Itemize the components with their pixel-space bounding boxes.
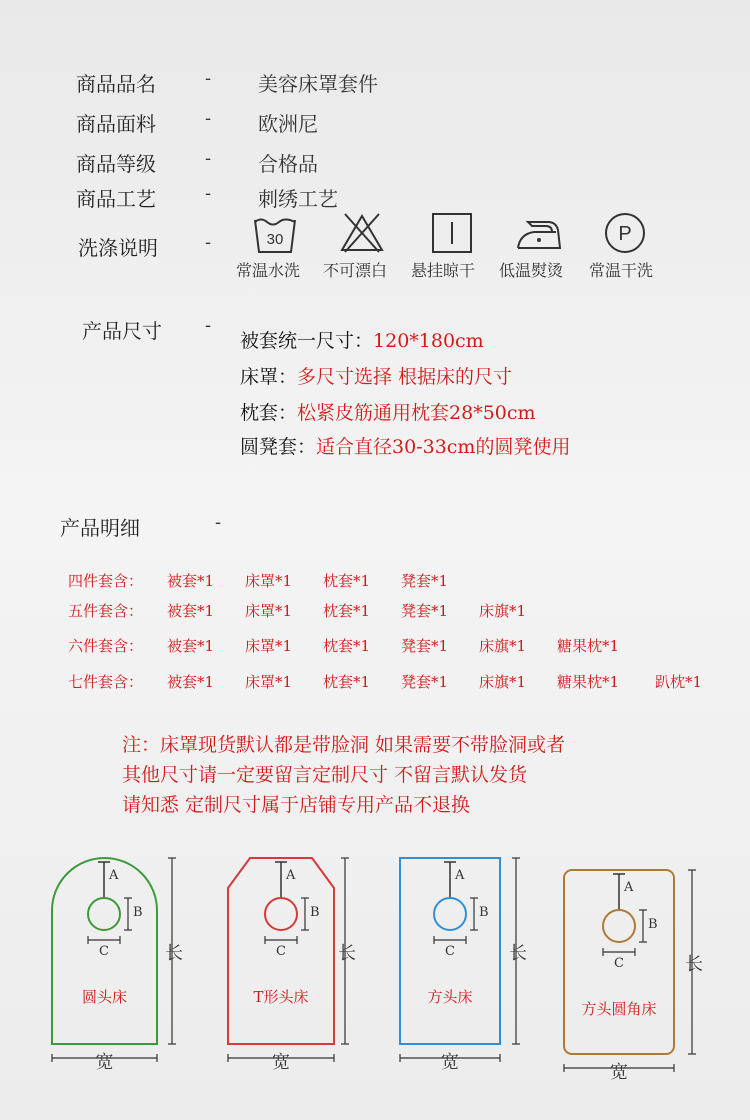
wash-label-4: 低温熨烫 — [499, 261, 564, 280]
detail-item: 枕套*1 — [323, 602, 371, 620]
wash-30-text: 30 — [266, 231, 284, 248]
spec-label: 商品工艺 — [76, 187, 156, 211]
details-dash: - — [215, 512, 222, 533]
length-label: 长 — [338, 943, 356, 964]
note-line: 注：床罩现货默认都是带脸洞 如果需要不带脸洞或者 — [122, 734, 566, 756]
spec-dash: - — [205, 148, 212, 169]
washing-dash: - — [205, 232, 212, 253]
detail-item: 床罩*1 — [245, 637, 293, 655]
detail-prefix: 五件套含： — [68, 602, 144, 620]
size-value: 120*180cm — [373, 330, 484, 352]
length-label: 长 — [165, 943, 183, 964]
size-value: 适合直径30-33cm的圆凳使用 — [316, 436, 571, 458]
spec-value: 美容床罩套件 — [258, 72, 378, 96]
wash-label-3: 悬挂晾干 — [411, 261, 476, 280]
dim-c-label: C — [99, 944, 109, 959]
detail-item: 床罩*1 — [245, 602, 293, 620]
washing-label: 洗涤说明 — [78, 236, 158, 260]
spec-label: 商品等级 — [76, 152, 156, 176]
detail-prefix: 六件套含： — [68, 637, 144, 655]
detail-item: 枕套*1 — [323, 572, 371, 590]
wash-label-1: 常温水洗 — [236, 261, 301, 280]
note-line: 其他尺寸请一定要留言定制尺寸 不留言默认发货 — [122, 764, 528, 786]
detail-item: 床旗*1 — [479, 673, 527, 691]
detail-prefix: 四件套含： — [68, 572, 144, 590]
width-label: 宽 — [95, 1052, 114, 1073]
size-key: 床罩： — [240, 366, 298, 388]
size-key: 圆凳套： — [240, 436, 317, 458]
size-key: 枕套： — [240, 402, 298, 424]
dim-c-label: C — [614, 956, 624, 971]
dim-b-label: B — [133, 905, 143, 920]
spec-dash: - — [205, 183, 212, 204]
size-key: 被套统一尺寸： — [240, 330, 374, 352]
spec-value: 刺绣工艺 — [258, 187, 338, 211]
bed-type-name: 方头床 — [427, 988, 473, 1006]
width-label: 宽 — [610, 1062, 628, 1083]
dim-b-label: B — [310, 905, 320, 920]
spec-label: 商品面料 — [76, 112, 156, 136]
detail-item: 床罩*1 — [245, 572, 293, 590]
sizes-label: 产品尺寸 — [82, 319, 162, 343]
length-label: 长 — [509, 943, 527, 964]
sizes-dash: - — [205, 315, 212, 336]
dim-b-label: B — [648, 917, 658, 932]
detail-item: 枕套*1 — [323, 637, 371, 655]
dim-c-label: C — [276, 944, 286, 959]
detail-item: 糖果枕*1 — [557, 673, 620, 691]
spec-dash: - — [205, 108, 212, 129]
wash-label-2: 不可漂白 — [323, 261, 388, 280]
spec-label: 商品品名 — [76, 72, 156, 96]
dim-a-label: A — [624, 880, 634, 895]
width-label: 宽 — [272, 1052, 290, 1073]
length-label: 长 — [685, 954, 703, 975]
size-value: 松紧皮筋通用枕套28*50cm — [297, 402, 536, 424]
detail-item: 凳套*1 — [401, 673, 449, 691]
detail-item: 凳套*1 — [401, 637, 449, 655]
dim-a-label: A — [455, 868, 465, 883]
detail-item: 被套*1 — [167, 637, 215, 655]
detail-item: 被套*1 — [167, 673, 215, 691]
bed-type-name: 圆头床 — [81, 988, 127, 1006]
detail-item: 被套*1 — [167, 572, 215, 590]
detail-item: 凳套*1 — [401, 602, 449, 620]
detail-item: 床罩*1 — [245, 673, 293, 691]
detail-prefix: 七件套含： — [68, 673, 144, 691]
bed-type-name: T形头床 — [253, 988, 309, 1006]
spec-value: 欧洲尼 — [258, 112, 318, 136]
wash-label-5: 常温干洗 — [589, 261, 654, 280]
spec-value: 合格品 — [258, 152, 318, 176]
detail-item: 枕套*1 — [323, 673, 371, 691]
dim-b-label: B — [479, 905, 489, 920]
detail-item: 床旗*1 — [479, 637, 527, 655]
width-label: 宽 — [441, 1052, 459, 1073]
size-value: 多尺寸选择 根据床的尺寸 — [297, 366, 513, 388]
dry-clean-p-text: P — [618, 223, 632, 245]
detail-item: 糖果枕*1 — [557, 637, 620, 655]
note-line: 请知悉 定制尺寸属于店铺专用产品不退换 — [122, 794, 471, 816]
dim-a-label: A — [109, 868, 119, 883]
detail-item: 被套*1 — [167, 602, 215, 620]
spec-dash: - — [205, 68, 212, 89]
detail-item: 床旗*1 — [479, 602, 527, 620]
dim-c-label: C — [445, 944, 455, 959]
detail-item: 趴枕*1 — [655, 673, 703, 691]
dim-a-label: A — [286, 868, 296, 883]
detail-item: 凳套*1 — [401, 572, 449, 590]
details-label: 产品明细 — [60, 516, 140, 540]
bed-type-name: 方头圆角床 — [581, 1000, 657, 1018]
